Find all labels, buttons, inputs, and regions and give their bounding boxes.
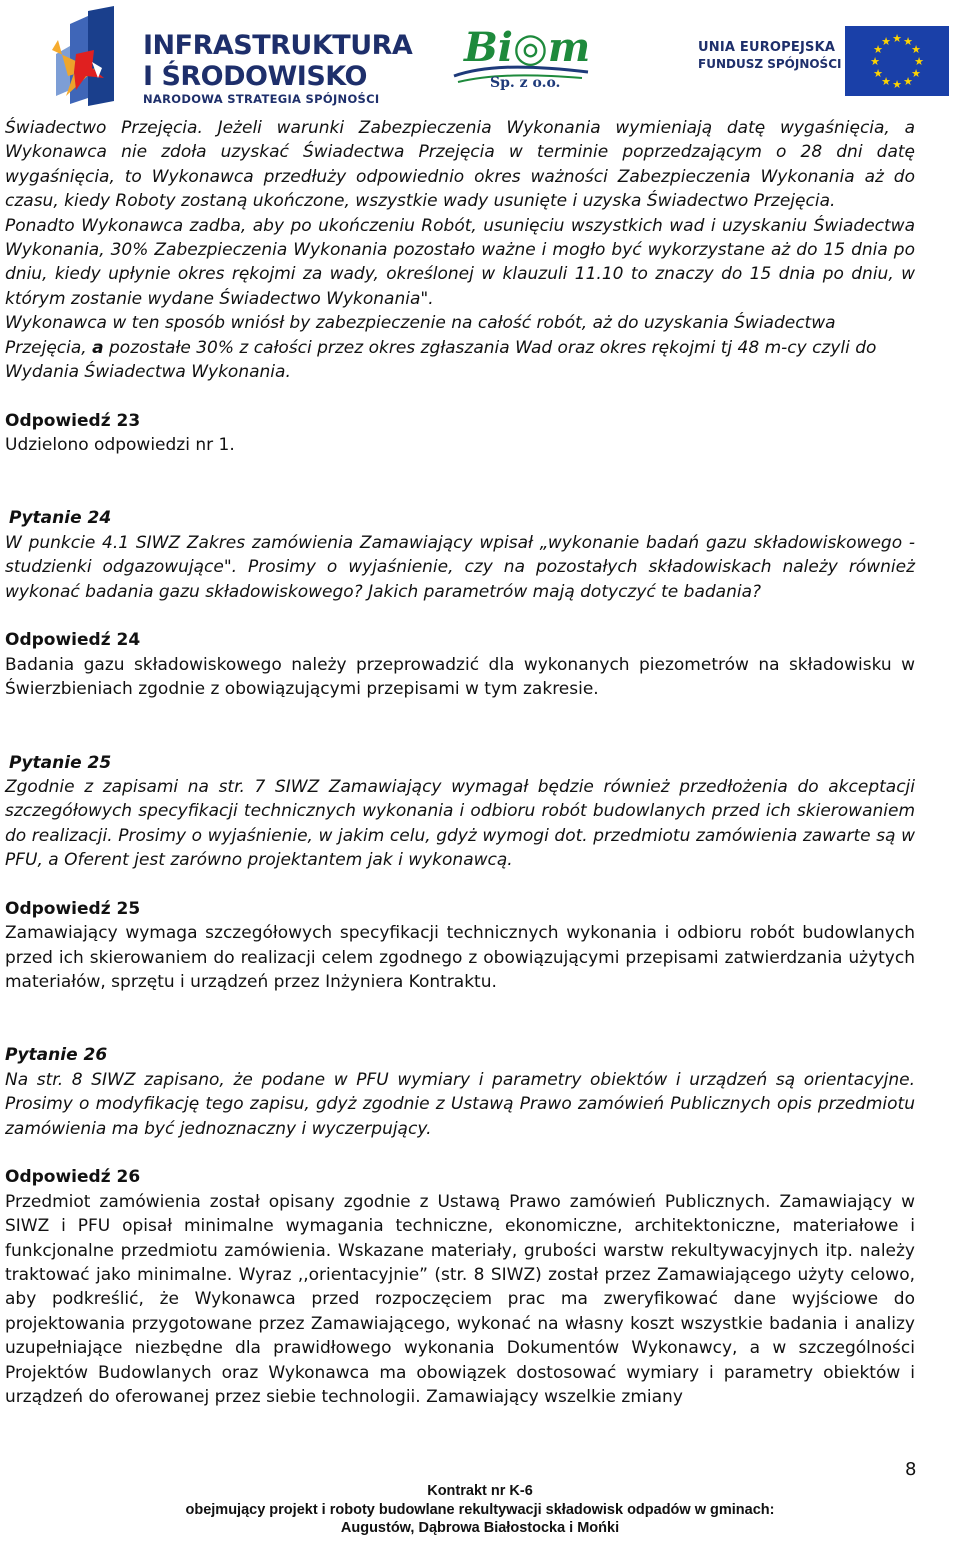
answer-24-text: Badania gazu składowiskowego należy przeprowadzić dla wykonanych piezometrów na składowisku w Świerzbieniach zgodnie z obowiązującymi przepisami w tym zakresie. bbox=[5, 654, 915, 700]
page-number: 8 bbox=[905, 1459, 917, 1480]
answer-25-text: Zamawiający wymaga szczegółowych specyfikacji technicznych wykonania i odbioru robót budowlanych przed ich skierowaniem do realizacji celem zgodnego z obowiązującymi przepisami zatwierdzania użytych materiałów, sprzętu i urządzeń przez Inżyniera Kontraktu. bbox=[5, 923, 915, 993]
question-26-text: Na str. 8 SIWZ zapisano, że podane w PFU wymiary i parametry obiektów i urządzeń są orientacyjne. Prosimy o modyfikację tego zapisu, gdyż zgodnie z Ustawą Prawo zamówień Publicznych opis przedmiotu zamówienia ma być jednoznaczny i wyczerpujący. bbox=[5, 1069, 915, 1139]
footer-description: obejmujący projekt i roboty budowlane rekultywacji składowisk odpadów w gminach: bbox=[185, 1501, 775, 1518]
answer-25-title: Odpowiedź 25 bbox=[5, 898, 141, 919]
eu-logo-line2: FUNDUSZ SPÓJNOŚCI bbox=[698, 57, 842, 71]
svg-text:★: ★ bbox=[892, 32, 902, 45]
question-26-title: Pytanie 26 bbox=[5, 1045, 108, 1066]
infrastruktura-logo-line3: NARODOWA STRATEGIA SPÓJNOŚCI bbox=[143, 92, 380, 106]
svg-text:★: ★ bbox=[881, 35, 891, 48]
svg-text:★: ★ bbox=[881, 75, 891, 88]
svg-text:★: ★ bbox=[873, 67, 883, 80]
footer-contract: Kontrakt nr K-6 bbox=[427, 1483, 533, 1499]
intro-paragraph-3-part2: pozostałe 30% z całości przez okres zgłaszania Wad oraz okres rękojmi tj 48 m-cy czyli do Wydania Świadectwa Wykonania. bbox=[5, 337, 877, 383]
svg-text:★: ★ bbox=[870, 55, 880, 68]
page-header bbox=[0, 0, 960, 112]
svg-text:★: ★ bbox=[873, 43, 883, 56]
biom-logo bbox=[452, 24, 592, 100]
infrastruktura-logo-line1: INFRASTRUKTURA bbox=[143, 30, 413, 61]
footer-municipalities: Augustów, Dąbrowa Białostocka i Mońki bbox=[340, 1520, 620, 1536]
eu-flag-icon bbox=[845, 26, 949, 96]
document-body bbox=[5, 116, 915, 1409]
answer-26-text: Przedmiot zamówienia został opisany zgodnie z Ustawą Prawo zamówień Publicznych. Zamawiający w SIWZ i PFU opisał minimalne wymagania techniczne, ekonomiczne, architektoniczne, materiałowe i funkcjonalne przedmiotu zamówienia. Wskazane materiały, grubości warstw rekultywacyjnych itp. należy traktować jako minimalne. Wyraz ,,orientacyjnie” (str. 8 SIWZ) został przez Zamawiającego użyty celowo, aby podkreślić, że Wykonawca przed rozpoczęciem prac ma zweryfikować dane wyjściowe do projektowania przygotowane przez Zamawiającego, wykonać na własny koszt wszystkie badania i analizy uzupełniające niezbędne dla prawidłowego wykonania Dokumentów Wykonawcy, a w szczególności Projektów Budowlanych oraz Wykonawca ma obowiązek dostosować wymiary i parametry obiektów i urządzeń do oferowanej przez siebie technologii. Zamawiający wszelkie zmiany bbox=[5, 1191, 915, 1408]
eu-logo-line1: UNIA EUROPEJSKA bbox=[698, 40, 836, 55]
question-25-text: Zgodnie z zapisami na str. 7 SIWZ Zamawiający wymagał będzie również przedłożenia do akceptacji szczegółowych specyfikacji technicznych wykonania i odbioru robót budowlanych przed ich skierowaniem do realizacji. Prosimy o wyjaśnienie, w jakim celu, gdyż wymogi dot. przedmiotu zamówienia zawarte są w PFU, a Oferent jest zarówno projektantem jak i wykonawcą. bbox=[5, 776, 915, 871]
svg-text:★: ★ bbox=[903, 75, 913, 88]
question-24-title: Pytanie 24 bbox=[9, 508, 112, 529]
question-25-title: Pytanie 25 bbox=[9, 752, 112, 773]
eu-logo-text bbox=[698, 40, 841, 71]
svg-text:★: ★ bbox=[892, 78, 902, 91]
intro-paragraph-2: Ponadto Wykonawca zadba, aby po ukończeniu Robót, usunięciu wszystkich wad i uzyskaniu Świadectwa Wykonania, 30% Zabezpieczenia Wykonania pozostało ważne i mogło być wykorzystane aż do 15 dnia po dniu, kiedy upłynie okres rękojmi za wady, określonej w klauzuli 11.10 to znaczy do 15 dnia po dniu, w którym zostanie wydane Świadectwo Wykonania". bbox=[5, 215, 915, 309]
intro-paragraph-1: Świadectwo Przejęcia. Jeżeli warunki Zabezpieczenia Wykonania wymieniają datę wygaśnięcia, a Wykonawca nie zdoła uzyskać Świadectwa Przejęcia w terminie poprzedzającym o 28 dni datę wygaśnięcia, to Wykonawca przedłuży odpowiednio okres ważności Zabezpieczenia Wykonania aż do czasu, kiedy Roboty zostaną ukończone, wszystkie wady usunięte i uzyska Świadectwo Przejęcia. bbox=[5, 118, 915, 212]
answer-23-title: Odpowiedź 23 bbox=[5, 410, 141, 431]
page-footer bbox=[0, 1482, 960, 1538]
nss-emblem-icon bbox=[48, 6, 140, 108]
biom-logo-sub: Sp. z o.o. bbox=[490, 75, 561, 91]
answer-23-text: Udzielono odpowiedzi nr 1. bbox=[5, 435, 235, 456]
infrastruktura-logo bbox=[48, 6, 413, 108]
svg-text:★: ★ bbox=[903, 35, 913, 48]
biom-logo-word: Bi◎m bbox=[464, 24, 591, 71]
svg-text:★: ★ bbox=[911, 67, 921, 80]
infrastruktura-logo-line2: I ŚRODOWISKO bbox=[143, 61, 367, 92]
question-24-text: W punkcie 4.1 SIWZ Zakres zamówienia Zamawiający wpisał „wykonanie badań gazu składowiskowego - studzienki odgazowujące". Prosimy o wyjaśnienie, czy na pozostałych składowiskach należy również wykonać badania gazu składowiskowego? Jakich parametrów mają dotyczyć te badania? bbox=[5, 532, 915, 602]
svg-text:★: ★ bbox=[911, 43, 921, 56]
svg-text:★: ★ bbox=[914, 55, 924, 68]
intro-paragraph-3-bold: a bbox=[92, 337, 104, 358]
intro-paragraph-3-part1: Wykonawca w ten sposób wniósł by zabezpieczenie na całość robót, aż do uzyskania Świadectwa Przejęcia, bbox=[5, 313, 836, 358]
answer-24-title: Odpowiedź 24 bbox=[5, 630, 141, 651]
intro-paragraph-3 bbox=[5, 311, 915, 384]
answer-26-title: Odpowiedź 26 bbox=[5, 1167, 141, 1188]
